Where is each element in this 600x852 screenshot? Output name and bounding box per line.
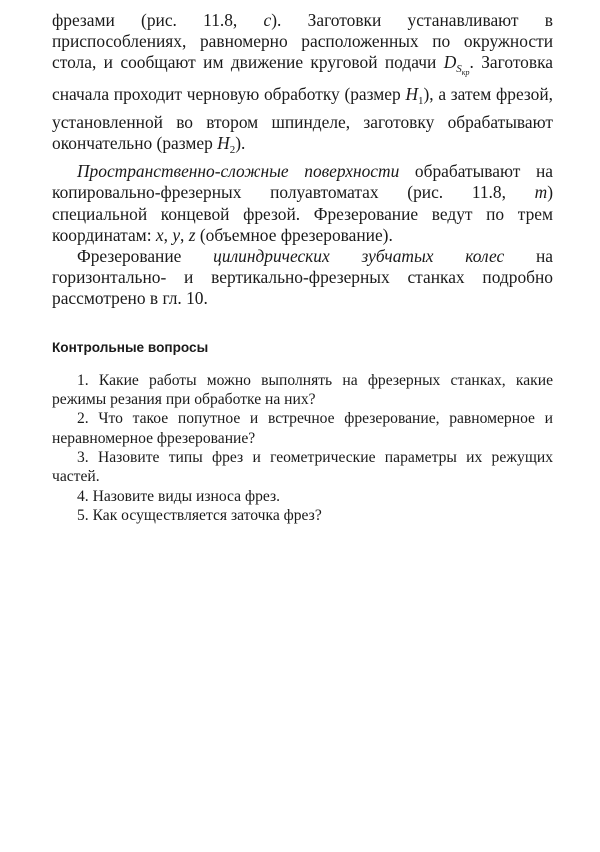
section-heading: Контрольные вопросы [52, 339, 209, 355]
questions-list [52, 371, 553, 525]
text: ). [235, 133, 246, 154]
text: ). Заготовки устанавливают в приспособлениях, равномерно расположенных по окружности стола, и сообщают им движение круговой подачи [52, 10, 553, 73]
paragraph-complex-surfaces [52, 161, 553, 246]
text: (объемное фрезерование). [195, 224, 393, 245]
symbol-d: D [443, 52, 457, 73]
symbol-h1-subscript: 1 [418, 94, 424, 107]
symbol-h2-subscript: 2 [229, 144, 236, 157]
text: ) специальной концевой фрезой. Фрезерование ведут по трем координатам: [52, 182, 553, 245]
symbol-h2: H [217, 133, 230, 154]
question-item: 2. Что такое попутное и встречное фрезерование, равномерное и неравномерное фрезерование? [52, 410, 553, 447]
paragraph-gear-milling [52, 246, 553, 310]
question-item: 4. Назовите виды износа фрез. [77, 487, 281, 505]
sub-s: S [456, 63, 462, 76]
question-item: 3. Назовите типы фрез и геометрические параметры их режущих частей. [52, 449, 553, 486]
coord-y: y [172, 224, 181, 245]
text: , [180, 224, 189, 245]
text: обрабатывают на копировально-фрезерных полуавтоматах (рис. 11.8, [52, 161, 553, 203]
text: ), а затем фрезой, установленной во втором шпинделе, заготовку обрабатывают окончательно (размер [52, 83, 554, 154]
document-page [52, 10, 553, 525]
text: Фрезерование [77, 246, 214, 267]
question-item: 1. Какие работы можно выполнять на фрезерных станках, какие режимы резания при обработке на них? [52, 371, 553, 409]
coord-z: z [188, 224, 196, 245]
term-italic: цилиндрических зубчатых колес [213, 246, 505, 267]
text: фрезами (рис. 11.8, [52, 10, 264, 30]
text: , [163, 224, 173, 245]
feed-symbol [443, 52, 470, 78]
symbol-d-subscript [456, 63, 470, 78]
paragraph-milling-fixtures [52, 10, 553, 161]
figure-ref-letter: c [263, 10, 272, 30]
question-item: 5. Как осуществляется заточка фрез? [77, 506, 322, 524]
symbol-h1: H [405, 83, 418, 104]
term-italic: Пространственно-сложные поверхности [77, 161, 400, 182]
figure-ref-letter: m [534, 182, 548, 203]
text: . Заготовка сначала проходит черновую обработку (размер [52, 52, 553, 104]
sub-kr: кр [461, 68, 470, 78]
text: на горизонтально- и вертикально-фрезерных станках подробно рассмотрено в гл. 10. [52, 246, 553, 309]
coord-x: x [155, 224, 164, 245]
